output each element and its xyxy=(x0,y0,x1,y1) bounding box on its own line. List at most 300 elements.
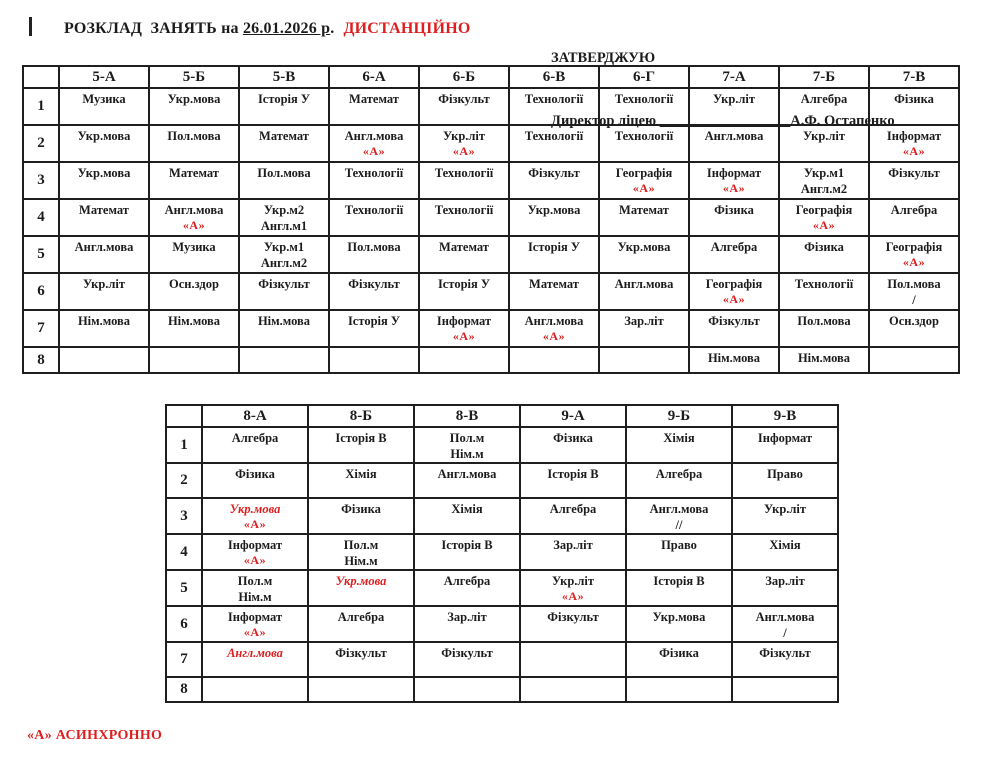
schedule-cell xyxy=(59,199,149,236)
schedule-cell xyxy=(414,606,520,642)
class-column-header: 6-Г xyxy=(599,66,689,88)
schedule-cell xyxy=(239,347,329,373)
subject-text: Фізкульт xyxy=(888,166,940,180)
schedule-cell xyxy=(626,534,732,570)
left-margin-mark xyxy=(29,17,32,36)
schedule-cell xyxy=(599,162,689,199)
subject-text: Укр.літ xyxy=(802,129,846,143)
corner-cell xyxy=(166,405,202,427)
subject-text: Інформат xyxy=(757,431,813,445)
director-name: А.Ф. Остапенко xyxy=(790,113,895,129)
schedule-cell xyxy=(414,498,520,534)
lesson-number-cell: 8 xyxy=(23,347,59,373)
subject-text: Алгебра xyxy=(890,203,938,217)
schedule-cell xyxy=(599,347,689,373)
subject-text: Укр.літ xyxy=(712,92,756,106)
schedule-cell xyxy=(239,162,329,199)
schedule-cell xyxy=(59,347,149,373)
subject-text: Англ.мова xyxy=(524,314,584,328)
subject-text: Англ.м2 xyxy=(800,182,848,196)
schedule-cell xyxy=(509,199,599,236)
schedule-cell xyxy=(779,310,869,347)
subject-text: Технології xyxy=(344,203,404,217)
subject-text: Пол.мова xyxy=(347,240,401,254)
schedule-cell xyxy=(414,463,520,498)
schedule-cell xyxy=(520,642,626,677)
subject-text: Технології xyxy=(524,92,584,106)
schedule-cell xyxy=(414,677,520,702)
class-column-header: 8-В xyxy=(414,405,520,427)
subject-text: Англ.мова xyxy=(755,610,815,624)
schedule-cell xyxy=(869,162,959,199)
subject-text: Пол.м xyxy=(343,538,379,552)
schedule-cell xyxy=(626,606,732,642)
subject-text: Фізкульт xyxy=(441,646,493,660)
subject-text: Математ xyxy=(349,92,399,106)
schedule-cell xyxy=(869,236,959,273)
schedule-cell xyxy=(149,310,239,347)
schedule-cell xyxy=(329,310,419,347)
schedule-cell xyxy=(779,162,869,199)
schedule-cell xyxy=(308,677,414,702)
subject-text: Нім.м xyxy=(238,590,272,604)
schedule-cell xyxy=(779,236,869,273)
lesson-number-cell: 5 xyxy=(166,570,202,606)
schedule-cell xyxy=(869,125,959,162)
schedule-cell xyxy=(414,570,520,606)
lesson-row xyxy=(23,273,959,310)
schedule-cell xyxy=(626,677,732,702)
schedule-cell xyxy=(626,463,732,498)
async-marker: «А» xyxy=(243,553,267,567)
title-mode-remote: ДИСТАНЦІЙНО xyxy=(343,20,471,37)
schedule-cell xyxy=(869,310,959,347)
schedule-cell xyxy=(509,162,599,199)
subject-text: Фізика xyxy=(714,203,754,217)
schedule-cell xyxy=(329,162,419,199)
schedule-cell xyxy=(149,162,239,199)
schedule-cell xyxy=(689,125,779,162)
schedule-cell xyxy=(779,125,869,162)
lower-schedule-table xyxy=(165,404,839,703)
class-column-header: 7-А xyxy=(689,66,779,88)
subject-text: Фізика xyxy=(553,431,593,445)
subject-text: Нім.м xyxy=(344,554,378,568)
schedule-cell xyxy=(239,273,329,310)
schedule-cell xyxy=(626,642,732,677)
schedule-cell xyxy=(329,347,419,373)
schedule-cell xyxy=(329,125,419,162)
subject-text: Історія В xyxy=(441,538,493,552)
subject-text: Пол.мова xyxy=(887,277,941,291)
schedule-cell xyxy=(419,347,509,373)
schedule-cell xyxy=(419,236,509,273)
async-marker: «А» xyxy=(362,144,386,158)
class-column-header: 6-Б xyxy=(419,66,509,88)
subject-text: Англ.м2 xyxy=(260,256,308,270)
subject-text: Укр.м1 xyxy=(803,166,845,180)
schedule-cell xyxy=(689,162,779,199)
schedule-cell xyxy=(308,606,414,642)
schedule-cell xyxy=(509,310,599,347)
schedule-cell xyxy=(689,273,779,310)
corner-cell xyxy=(23,66,59,88)
schedule-cell xyxy=(689,236,779,273)
schedule-cell xyxy=(202,570,308,606)
lesson-row xyxy=(166,677,838,702)
subject-text: Історія У xyxy=(257,92,311,106)
subject-text: Технології xyxy=(614,129,674,143)
subject-text: Інформат xyxy=(706,166,762,180)
schedule-cell xyxy=(599,273,689,310)
schedule-cell xyxy=(419,125,509,162)
subject-text: Англ.м1 xyxy=(260,219,308,233)
schedule-cell xyxy=(779,273,869,310)
async-marker: «А» xyxy=(561,589,585,603)
subject-text: Історія У xyxy=(347,314,401,328)
subject-text: Укр.мова xyxy=(335,574,387,588)
schedule-cell xyxy=(732,498,838,534)
subject-text: Фізкульт xyxy=(348,277,400,291)
subject-text: Музика xyxy=(82,92,126,106)
subject-text: Фізика xyxy=(235,467,275,481)
subject-text: Нім.мова xyxy=(257,314,311,328)
schedule-cell xyxy=(520,498,626,534)
lesson-number-cell: 7 xyxy=(166,642,202,677)
schedule-cell xyxy=(419,88,509,125)
class-column-header: 9-В xyxy=(732,405,838,427)
subject-text: Англ.мова xyxy=(437,467,497,481)
schedule-cell xyxy=(202,463,308,498)
async-marker: «А» xyxy=(632,181,656,195)
signature-underscores: __________________ xyxy=(659,113,791,129)
subject-text: Укр.мова xyxy=(77,166,131,180)
async-marker: «А» xyxy=(902,144,926,158)
subject-text: Алгебра xyxy=(710,240,758,254)
subject-text: Осн.здор xyxy=(889,314,939,328)
schedule-cell xyxy=(202,606,308,642)
schedule-cell xyxy=(202,677,308,702)
schedule-cell xyxy=(509,125,599,162)
lesson-number-cell: 6 xyxy=(166,606,202,642)
subject-text: Інформат xyxy=(227,538,283,552)
subject-text: Англ.мова xyxy=(227,646,283,660)
schedule-cell xyxy=(520,427,626,463)
subject-text: Англ.мова xyxy=(164,203,224,217)
upper-schedule-table xyxy=(22,65,960,374)
subject-text: Технології xyxy=(434,203,494,217)
schedule-cell xyxy=(149,199,239,236)
schedule-cell xyxy=(599,310,689,347)
subject-text: Алгебра xyxy=(800,92,848,106)
schedule-cell xyxy=(520,534,626,570)
title-date-period: . xyxy=(330,20,335,37)
schedule-cell xyxy=(329,236,419,273)
subject-text: Алгебра xyxy=(655,467,703,481)
subject-text: Географія xyxy=(795,203,853,217)
lesson-row xyxy=(23,199,959,236)
schedule-cell xyxy=(202,534,308,570)
schedule-cell xyxy=(59,273,149,310)
schedule-cell xyxy=(509,273,599,310)
schedule-cell xyxy=(149,125,239,162)
title-date: 26.01.2026 р xyxy=(242,20,331,37)
lesson-row xyxy=(23,236,959,273)
schedule-cell xyxy=(308,463,414,498)
async-marker: «А» xyxy=(542,329,566,343)
schedule-cell xyxy=(869,347,959,373)
subject-text: Нім.мова xyxy=(797,351,851,365)
schedule-cell xyxy=(239,88,329,125)
async-marker: «А» xyxy=(452,329,476,343)
schedule-cell xyxy=(509,236,599,273)
schedule-cell xyxy=(732,677,838,702)
schedule-cell xyxy=(509,88,599,125)
subject-text: Фізика xyxy=(894,92,934,106)
subject-text: Пол.мова xyxy=(797,314,851,328)
schedule-cell xyxy=(239,310,329,347)
async-marker: «А» xyxy=(243,625,267,639)
lesson-number-cell: 4 xyxy=(23,199,59,236)
schedule-cell xyxy=(520,463,626,498)
subject-text: // xyxy=(675,518,683,532)
lesson-number-cell: 3 xyxy=(23,162,59,199)
subject-text: Історія В xyxy=(653,574,705,588)
subject-text: Укр.м1 xyxy=(263,240,305,254)
schedule-cell xyxy=(599,236,689,273)
class-column-header: 9-Б xyxy=(626,405,732,427)
subject-text: Зар.літ xyxy=(447,610,487,624)
subject-text: Укр.мова xyxy=(167,92,221,106)
subject-text: Алгебра xyxy=(337,610,385,624)
subject-text: Технології xyxy=(524,129,584,143)
subject-text: Укр.мова xyxy=(229,502,281,516)
lesson-row xyxy=(23,162,959,199)
subject-text: Нім.м xyxy=(450,447,484,461)
schedule-cell xyxy=(308,570,414,606)
schedule-cell xyxy=(59,162,149,199)
subject-text: Фізика xyxy=(341,502,381,516)
lesson-number-cell: 1 xyxy=(166,427,202,463)
lesson-number-cell: 6 xyxy=(23,273,59,310)
class-column-header: 7-В xyxy=(869,66,959,88)
schedule-cell xyxy=(509,347,599,373)
lesson-number-cell: 1 xyxy=(23,88,59,125)
subject-text: Фізкульт xyxy=(438,92,490,106)
async-marker: «А» xyxy=(722,181,746,195)
lesson-number-cell: 5 xyxy=(23,236,59,273)
lesson-number-cell: 3 xyxy=(166,498,202,534)
subject-text: Географія xyxy=(705,277,763,291)
lesson-row xyxy=(166,642,838,677)
schedule-cell xyxy=(732,463,838,498)
subject-text: Англ.мова xyxy=(704,129,764,143)
class-column-header: 8-А xyxy=(202,405,308,427)
schedule-cell xyxy=(308,427,414,463)
schedule-cell xyxy=(329,88,419,125)
schedule-cell xyxy=(59,88,149,125)
subject-text: Пол.м xyxy=(237,574,273,588)
schedule-cell xyxy=(689,310,779,347)
schedule-cell xyxy=(59,310,149,347)
subject-text: Укр.мова xyxy=(77,129,131,143)
title-text: РОЗКЛАД ЗАНЯТЬ на xyxy=(64,20,243,37)
subject-text: Укр.м2 xyxy=(263,203,305,217)
subject-text: Математ xyxy=(79,203,129,217)
subject-text: Алгебра xyxy=(231,431,279,445)
async-marker: «А» xyxy=(243,517,267,531)
subject-text: Географія xyxy=(615,166,673,180)
schedule-cell xyxy=(149,347,239,373)
schedule-cell xyxy=(414,427,520,463)
lesson-row xyxy=(23,310,959,347)
async-marker: «А» xyxy=(902,255,926,269)
lesson-number-cell: 2 xyxy=(166,463,202,498)
subject-text: Математ xyxy=(169,166,219,180)
subject-text: Технології xyxy=(794,277,854,291)
schedule-cell xyxy=(202,427,308,463)
approve-label: ЗАТВЕРДЖУЮ xyxy=(551,50,656,66)
subject-text: Укр.мова xyxy=(652,610,706,624)
schedule-cell xyxy=(419,273,509,310)
subject-text: Укр.літ xyxy=(442,129,486,143)
subject-text: / xyxy=(783,626,787,640)
schedule-cell xyxy=(149,273,239,310)
subject-text: Укр.літ xyxy=(551,574,595,588)
class-column-header: 8-Б xyxy=(308,405,414,427)
class-column-header: 5-Б xyxy=(149,66,239,88)
schedule-cell xyxy=(414,534,520,570)
schedule-cell xyxy=(869,88,959,125)
class-column-header: 9-А xyxy=(520,405,626,427)
subject-text: Музика xyxy=(172,240,216,254)
subject-text: Математ xyxy=(619,203,669,217)
lower-schedule-table xyxy=(165,404,839,703)
schedule-cell xyxy=(308,642,414,677)
schedule-cell xyxy=(869,273,959,310)
subject-text: Англ.мова xyxy=(649,502,709,516)
subject-text: Хімія xyxy=(451,502,483,516)
lesson-row xyxy=(166,427,838,463)
subject-text: Інформат xyxy=(436,314,492,328)
lesson-row xyxy=(166,606,838,642)
subject-text: Математ xyxy=(439,240,489,254)
subject-text: Технології xyxy=(614,92,674,106)
subject-text: Історія В xyxy=(335,431,387,445)
schedule-cell xyxy=(779,347,869,373)
async-marker: «А» xyxy=(182,218,206,232)
subject-text: Укр.літ xyxy=(82,277,126,291)
schedule-cell xyxy=(626,570,732,606)
subject-text: Зар.літ xyxy=(553,538,593,552)
schedule-cell xyxy=(149,88,239,125)
schedule-cell xyxy=(599,88,689,125)
schedule-cell xyxy=(732,534,838,570)
lesson-number-cell: 4 xyxy=(166,534,202,570)
lesson-row xyxy=(166,534,838,570)
schedule-cell xyxy=(59,125,149,162)
schedule-cell xyxy=(689,347,779,373)
schedule-cell xyxy=(520,677,626,702)
subject-text: Укр.літ xyxy=(763,502,807,516)
schedule-cell xyxy=(202,498,308,534)
subject-text: Математ xyxy=(529,277,579,291)
subject-text: Осн.здор xyxy=(169,277,219,291)
schedule-cell xyxy=(599,199,689,236)
schedule-cell xyxy=(732,606,838,642)
director-label: Директор ліцею xyxy=(551,113,660,129)
upper-schedule-table xyxy=(22,65,960,374)
subject-text: Хімія xyxy=(345,467,377,481)
schedule-cell xyxy=(779,88,869,125)
async-marker: «А» xyxy=(722,292,746,306)
subject-text: Історія У xyxy=(527,240,581,254)
schedule-cell xyxy=(689,199,779,236)
subject-text: Технології xyxy=(434,166,494,180)
subject-text: Фізкульт xyxy=(528,166,580,180)
subject-text: Географія xyxy=(885,240,943,254)
lesson-row xyxy=(23,88,959,125)
subject-text: Пол.м xyxy=(449,431,485,445)
subject-text: Математ xyxy=(259,129,309,143)
subject-text: Хімія xyxy=(769,538,801,552)
subject-text: Пол.мова xyxy=(167,129,221,143)
schedule-cell xyxy=(419,199,509,236)
schedule-cell xyxy=(149,236,239,273)
schedule-cell xyxy=(779,199,869,236)
lesson-row xyxy=(166,463,838,498)
schedule-cell xyxy=(202,642,308,677)
async-marker: «А» xyxy=(812,218,836,232)
schedule-cell xyxy=(308,534,414,570)
lesson-number-cell: 8 xyxy=(166,677,202,702)
subject-text: Англ.мова xyxy=(344,129,404,143)
schedule-cell xyxy=(626,498,732,534)
subject-text: Зар.літ xyxy=(765,574,805,588)
schedule-cell xyxy=(414,642,520,677)
subject-text: Нім.мова xyxy=(167,314,221,328)
schedule-cell xyxy=(732,642,838,677)
subject-text: Фізика xyxy=(804,240,844,254)
page-title xyxy=(64,20,471,56)
class-column-header: 7-Б xyxy=(779,66,869,88)
lesson-row xyxy=(166,498,838,534)
subject-text: Алгебра xyxy=(443,574,491,588)
schedule-cell xyxy=(869,199,959,236)
async-note: «А» АСИНХРОННО xyxy=(27,728,163,743)
subject-text: / xyxy=(912,293,916,307)
lesson-number-cell: 7 xyxy=(23,310,59,347)
subject-text: Фізкульт xyxy=(759,646,811,660)
schedule-cell xyxy=(59,236,149,273)
subject-text: Історія У xyxy=(437,277,491,291)
schedule-cell xyxy=(520,570,626,606)
subject-text: Нім.мова xyxy=(77,314,131,328)
schedule-cell xyxy=(419,162,509,199)
subject-text: Інформат xyxy=(227,610,283,624)
subject-text: Фізкульт xyxy=(708,314,760,328)
subject-text: Хімія xyxy=(663,431,695,445)
schedule-cell xyxy=(626,427,732,463)
schedule-cell xyxy=(689,88,779,125)
schedule-cell xyxy=(239,125,329,162)
lesson-row xyxy=(166,570,838,606)
schedule-cell xyxy=(419,310,509,347)
subject-text: Інформат xyxy=(886,129,942,143)
schedule-cell xyxy=(239,236,329,273)
subject-text: Англ.мова xyxy=(74,240,134,254)
subject-text: Технології xyxy=(344,166,404,180)
